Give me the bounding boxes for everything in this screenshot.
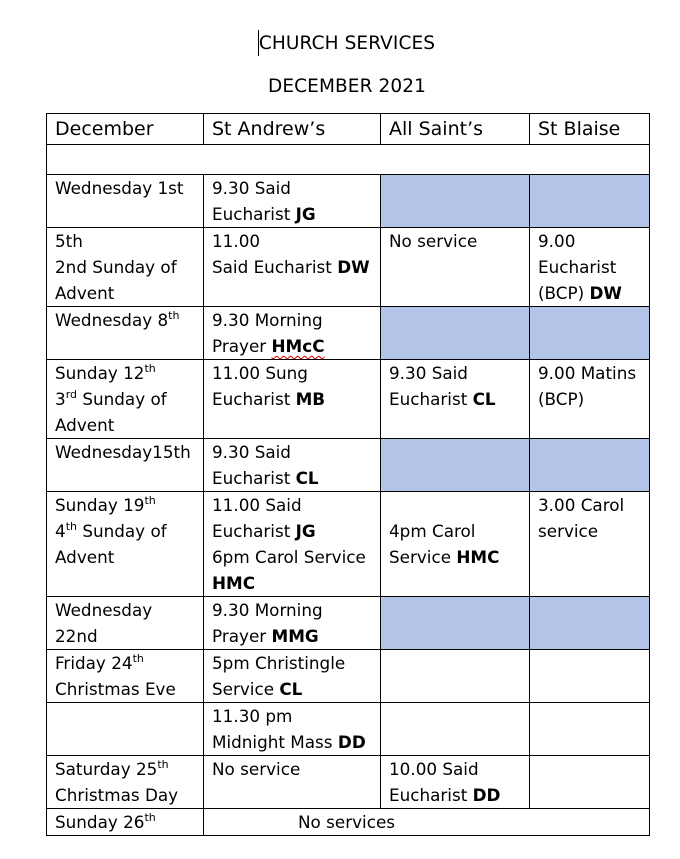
officiant-code: CL <box>472 389 496 409</box>
st-andrews-cell <box>204 175 381 228</box>
st-blaise-cell <box>530 703 650 756</box>
table-row-midnight <box>47 703 650 756</box>
table-row-fri24 <box>47 650 650 703</box>
all-saints-cell-shaded <box>381 175 530 228</box>
services-table <box>46 113 650 836</box>
service-text: Said Eucharist <box>212 257 338 277</box>
all-saints-cell-shaded <box>381 439 530 492</box>
officiant-code: HMC <box>212 573 256 593</box>
st-andrews-cell <box>204 650 381 703</box>
service-text: Prayer <box>212 336 272 356</box>
table-row-sun19 <box>47 492 650 597</box>
column-header-december: December <box>47 114 204 145</box>
table-row-sat25 <box>47 756 650 809</box>
st-blaise-cell <box>530 756 650 809</box>
day-cell <box>47 439 204 492</box>
day-label: Wednesday <box>55 600 153 620</box>
st-andrews-cell <box>204 597 381 650</box>
day-label: Sunday 12 <box>55 363 145 383</box>
st-blaise-cell-shaded <box>530 307 650 360</box>
all-saints-cell <box>381 756 530 809</box>
day-label: 4 <box>55 521 66 541</box>
service-text: 11.00 Sung <box>212 363 308 383</box>
service-text: Eucharist <box>389 389 473 409</box>
column-header-st-blaise: St Blaise <box>530 114 650 145</box>
table-row-wed1 <box>47 175 650 228</box>
day-cell <box>47 756 204 809</box>
officiant-code: HMC <box>456 547 500 567</box>
service-text: 3.00 Carol <box>538 495 625 515</box>
service-text: 11.00 Said <box>212 495 302 515</box>
service-text: 5pm Christingle <box>212 653 346 673</box>
service-text: (BCP) <box>538 283 590 303</box>
ordinal-suffix: th <box>168 309 180 322</box>
service-text: 4pm Carol <box>389 521 476 541</box>
st-blaise-cell <box>530 228 650 307</box>
service-text: Service <box>389 547 457 567</box>
officiant-code: JG <box>295 521 316 541</box>
service-text: Eucharist <box>538 257 617 277</box>
service-text: 9.30 Morning <box>212 310 323 330</box>
day-cell <box>47 360 204 439</box>
blank-cell <box>47 145 650 175</box>
day-label: Christmas Eve <box>55 679 176 699</box>
service-text: Eucharist <box>389 785 473 805</box>
day-label: 3 <box>55 389 66 409</box>
table-header-row <box>47 114 650 145</box>
service-text: Eucharist <box>212 389 296 409</box>
day-label: Wednesday 1st <box>55 178 184 198</box>
service-text: Prayer <box>212 626 272 646</box>
officiant-code: DW <box>589 283 622 303</box>
service-text: 6pm Carol Service <box>212 547 366 567</box>
all-saints-cell-shaded <box>381 307 530 360</box>
service-text: 9.00 <box>538 231 576 251</box>
st-andrews-cell <box>204 228 381 307</box>
st-blaise-cell <box>530 492 650 597</box>
day-label: Friday 24 <box>55 653 133 673</box>
all-saints-cell <box>381 360 530 439</box>
day-cell <box>47 809 204 836</box>
officiant-code: MMG <box>271 626 319 646</box>
st-andrews-cell <box>204 307 381 360</box>
service-text: 10.00 Said <box>389 759 479 779</box>
day-cell <box>47 597 204 650</box>
table-row-wed15 <box>47 439 650 492</box>
service-text: 11.00 <box>212 231 261 251</box>
service-text: Midnight Mass <box>212 732 338 752</box>
ordinal-suffix: th <box>132 652 144 665</box>
service-text: 9.30 Said <box>212 442 291 462</box>
st-andrews-cell <box>204 492 381 597</box>
ordinal-suffix: th <box>157 758 169 771</box>
column-header-all-saints: All Saint’s <box>381 114 530 145</box>
table-row-sun5 <box>47 228 650 307</box>
day-cell <box>47 650 204 703</box>
ordinal-suffix: th <box>144 811 156 824</box>
day-label: Advent <box>55 415 115 435</box>
service-text: Eucharist <box>212 521 296 541</box>
service-text: Service <box>212 679 280 699</box>
day-label: Sunday 19 <box>55 495 145 515</box>
day-cell <box>47 228 204 307</box>
service-text: 9.30 Morning <box>212 600 323 620</box>
day-label: Advent <box>55 283 115 303</box>
st-blaise-cell-shaded <box>530 597 650 650</box>
st-blaise-cell-shaded <box>530 439 650 492</box>
all-saints-cell <box>381 650 530 703</box>
service-text: 11.30 pm <box>212 706 293 726</box>
table-row-wed8 <box>47 307 650 360</box>
day-label: Wednesday15th <box>55 442 191 462</box>
day-label: 22nd <box>55 626 98 646</box>
day-cell <box>47 175 204 228</box>
ordinal-suffix: rd <box>65 388 77 401</box>
day-cell <box>47 307 204 360</box>
st-andrews-cell <box>204 756 381 809</box>
service-text: No service <box>212 759 301 779</box>
blank-row <box>47 145 650 175</box>
ordinal-suffix: th <box>144 362 156 375</box>
service-text: (BCP) <box>538 389 585 409</box>
officiant-code: JG <box>295 204 316 224</box>
st-blaise-cell <box>530 650 650 703</box>
service-text: service <box>538 521 599 541</box>
service-text: Eucharist <box>212 204 296 224</box>
day-label: Wednesday 8 <box>55 310 169 330</box>
table-row-sun12 <box>47 360 650 439</box>
ordinal-suffix: th <box>144 494 156 507</box>
officiant-code: MB <box>295 389 326 409</box>
all-saints-cell <box>381 228 530 307</box>
service-text: No service <box>389 231 478 251</box>
table-row-wed22 <box>47 597 650 650</box>
day-cell <box>47 703 204 756</box>
day-label: 2nd Sunday of <box>55 257 177 277</box>
service-text: No services <box>298 812 396 832</box>
service-text: 9.00 Matins <box>538 363 637 383</box>
day-cell <box>47 492 204 597</box>
day-label: Advent <box>55 547 115 567</box>
ordinal-suffix: th <box>65 520 77 533</box>
column-header-st-andrews: St Andrew’s <box>204 114 381 145</box>
st-andrews-cell <box>204 360 381 439</box>
all-saints-cell <box>381 703 530 756</box>
st-andrews-cell <box>204 439 381 492</box>
merged-services-cell <box>204 809 650 836</box>
officiant-code: HMcC <box>271 336 325 356</box>
service-text: 9.30 Said <box>212 178 291 198</box>
officiant-code: CL <box>279 679 303 699</box>
all-saints-cell <box>381 492 530 597</box>
service-text: 9.30 Said <box>389 363 468 383</box>
day-label: Saturday 25 <box>55 759 158 779</box>
service-text: Eucharist <box>212 468 296 488</box>
document-subtitle: DECEMBER 2021 <box>268 76 426 97</box>
st-andrews-cell <box>204 703 381 756</box>
all-saints-cell-shaded <box>381 597 530 650</box>
st-blaise-cell-shaded <box>530 175 650 228</box>
st-blaise-cell <box>530 360 650 439</box>
officiant-code: CL <box>295 468 319 488</box>
day-label: Sunday 26 <box>55 812 145 832</box>
table-row-sun26 <box>47 809 650 836</box>
day-label: Sunday of <box>76 521 167 541</box>
officiant-code: DW <box>337 257 370 277</box>
document-title: CHURCH SERVICES <box>258 33 436 54</box>
officiant-code: DD <box>337 732 366 752</box>
officiant-code: DD <box>472 785 501 805</box>
day-label: Sunday of <box>77 389 167 409</box>
day-label: Christmas Day <box>55 785 179 805</box>
day-label: 5th <box>55 231 83 251</box>
